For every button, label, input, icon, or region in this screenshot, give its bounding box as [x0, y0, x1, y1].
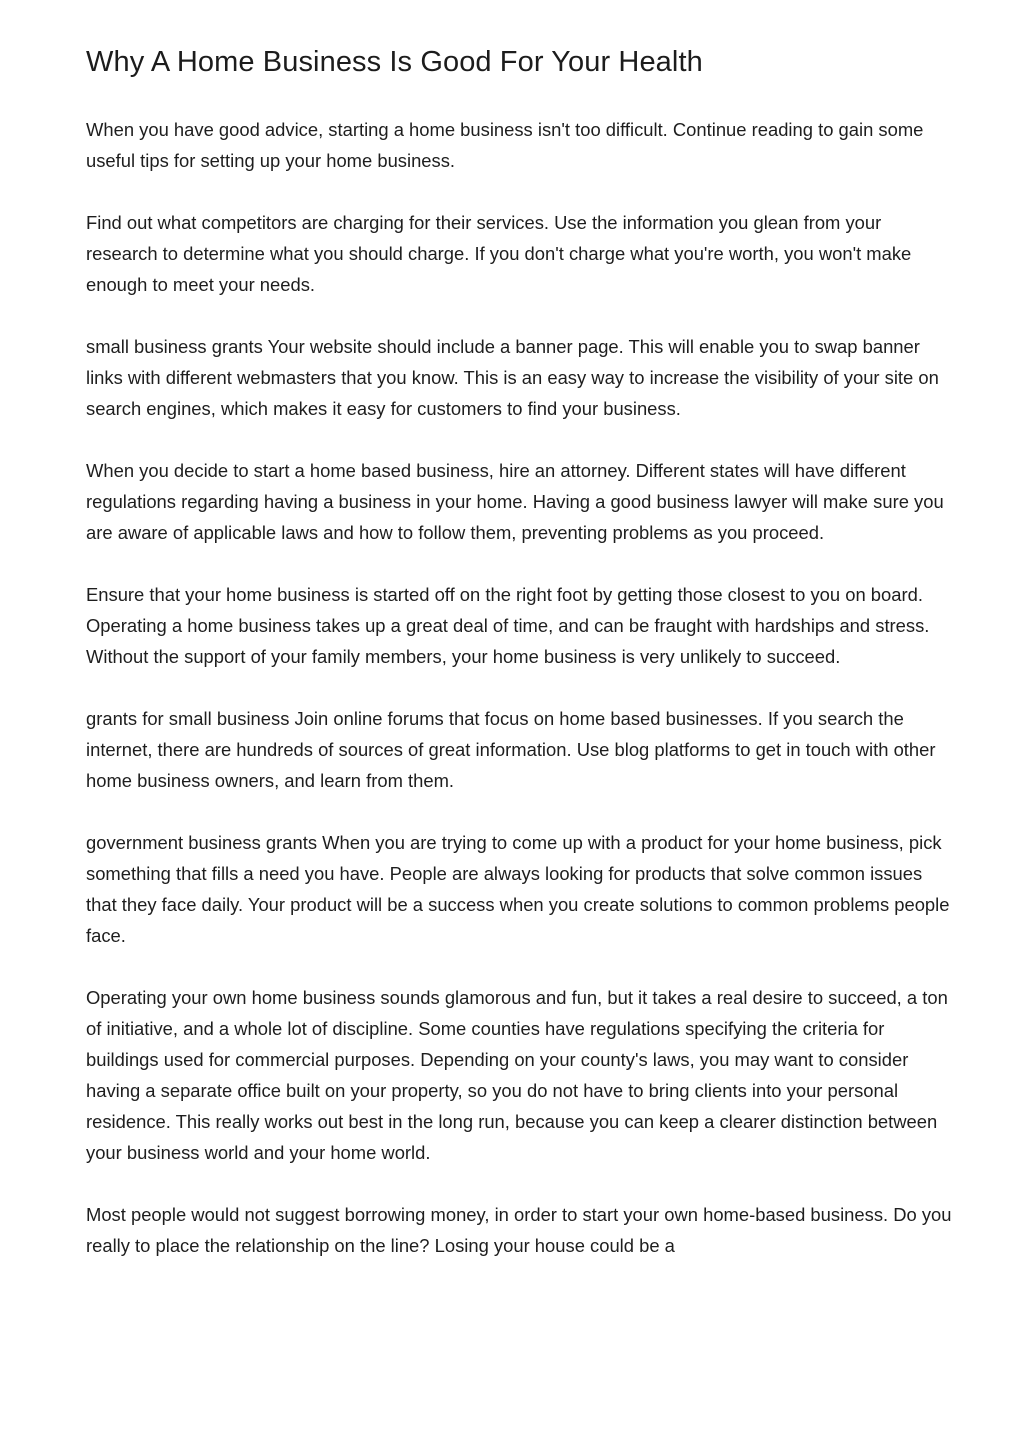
paragraph-banner-page: small business grants Your website should include a banner page. This will enable you to swap banner links with different webmasters that you know. This is an easy way to increase the visibility of your site on search engines, which makes it easy for customers to find your business.	[86, 336, 939, 419]
document-title: Why A Home Business Is Good For Your Health	[86, 46, 703, 78]
paragraph-competitors: Find out what competitors are charging for their services. Use the information you glean from your research to determine what you should charge. If you don't charge what you're worth, you won't make enough to meet your needs.	[86, 212, 912, 295]
paragraph-intro: When you have good advice, starting a home business isn't too difficult. Continue reading to gain some useful tips for setting up your home business.	[86, 119, 924, 171]
paragraph-attorney: When you decide to start a home based business, hire an attorney. Different states will have different regulations regarding having a business in your home. Having a good business lawyer will make sure you are aware of applicable laws and how to follow them, preventing problems as you proceed.	[86, 460, 944, 543]
paragraph-forums: grants for small business Join online forums that focus on home based businesses. If you search the internet, there are hundreds of sources of great information. Use blog platforms to get in touch with other home business owners, and learn from them.	[86, 708, 936, 791]
document-page	[86, 44, 956, 1292]
paragraph-borrowing: Most people would not suggest borrowing money, in order to start your own home-based business. Do you really to place the relationship on the line? Losing your house could be a	[86, 1204, 952, 1256]
paragraph-discipline: Operating your own home business sounds glamorous and fun, but it takes a real desire to succeed, a ton of initiative, and a whole lot of discipline. Some counties have regulations specifying the criteria for buildings used for commercial purposes. Depending on your county's laws, you may want to consider having a separate office built on your property, so you do not have to bring clients into your personal residence. This really works out best in the long run, because you can keep a clearer distinction between your business world and your home world.	[86, 987, 948, 1163]
paragraph-product: government business grants When you are trying to come up with a product for your home business, pick something that fills a need you have. People are always looking for products that solve common issues that they face daily. Your product will be a success when you create solutions to common problems people face.	[86, 832, 950, 946]
paragraph-family-support: Ensure that your home business is started off on the right foot by getting those closest to you on board. Operating a home business takes up a great deal of time, and can be fraught with hardships and stress. Without the support of your family members, your home business is very unlikely to succeed.	[86, 584, 930, 667]
